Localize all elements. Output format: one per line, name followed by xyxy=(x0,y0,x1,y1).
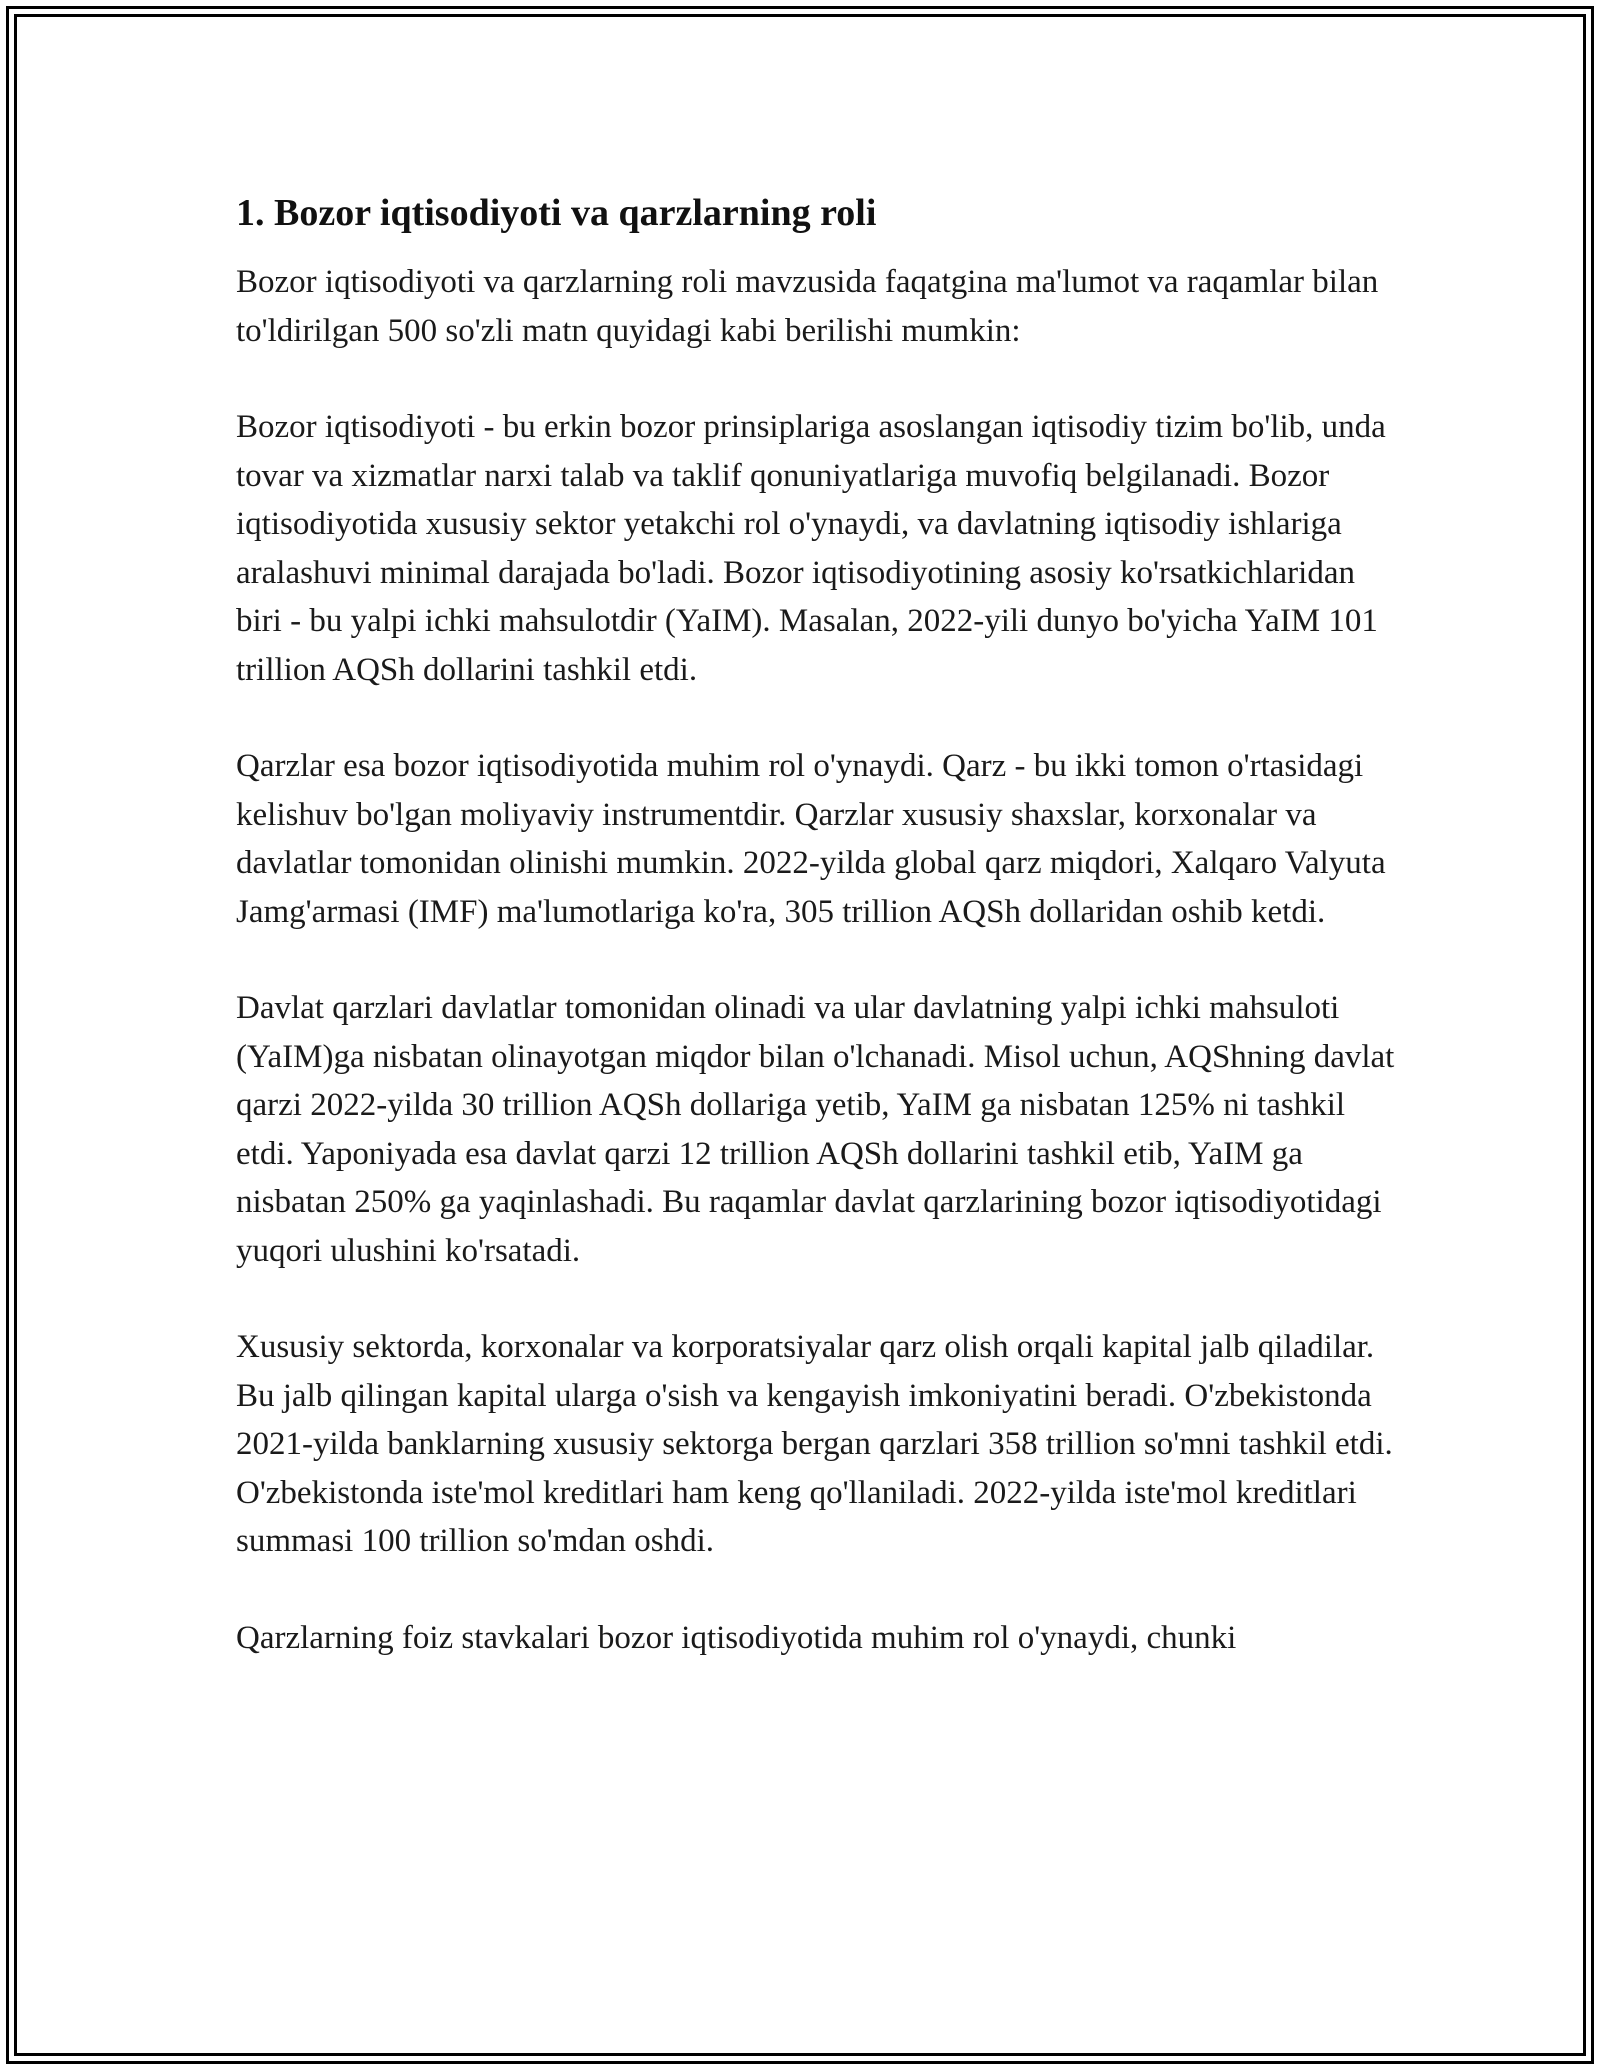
paragraph-debts: Qarzlar esa bozor iqtisodiyotida muhim rol o'ynaydi. Qarz - bu ikki tomon o'rtasidagi kelishuv bo'lgan moliyaviy instrumentdir. Qarzlar xususiy shaxslar, korxonalar va davlatlar tomonidan olinishi mumkin. 2022-yilda global qarz miqdori, Xalqaro Valyuta Jamg'armasi (IMF) ma'lumotlariga ko'ra, 305 trillion AQSh dollaridan oshib ketdi. xyxy=(236,748,1386,930)
section-title: 1. Bozor iqtisodiyoti va qarzlarning roli xyxy=(236,192,877,234)
document-body xyxy=(236,186,1406,1662)
paragraph-intro: Bozor iqtisodiyoti va qarzlarning roli mavzusida faqatgina ma'lumot va raqamlar bilan to'ldirilgan 500 so'zli matn quyidagi kabi berilishi mumkin: xyxy=(236,264,1379,349)
paragraph-government-debt: Davlat qarzlari davlatlar tomonidan olinadi va ular davlatning yalpi ichki mahsuloti (YaIM)ga nisbatan olinayotgan miqdor bilan o'lchanadi. Misol uchun, AQShning davlat qarzi 2022-yilda 30 trillion AQSh dollariga yetib, YaIM ga nisbatan 125% ni tashkil etdi. Yaponiyada esa davlat qarzi 12 trillion AQSh dollarini tashkil etib, YaIM ga nisbatan 250% ga yaqinlashadi. Bu raqamlar davlat qarzlarining bozor iqtisodiyotidagi yuqori ulushini ko'rsatadi. xyxy=(236,990,1395,1269)
paragraph-market-economy: Bozor iqtisodiyoti - bu erkin bozor prinsiplariga asoslangan iqtisodiy tizim bo'lib, unda tovar va xizmatlar narxi talab va taklif qonuniyatlariga muvofiq belgilanadi. Bozor iqtisodiyotida xususiy sektor yetakchi rol o'ynaydi, va davlatning iqtisodiy ishlariga aralashuvi minimal darajada bo'ladi. Bozor iqtisodiyotining asosiy ko'rsatkichlaridan biri - bu yalpi ichki mahsulotdir (YaIM). Masalan, 2022-yili dunyo bo'yicha YaIM 101 trillion AQSh dollarini tashkil etdi. xyxy=(236,409,1386,688)
paragraph-private-sector: Xususiy sektorda, korxonalar va korporatsiyalar qarz olish orqali kapital jalb qiladilar. Bu jalb qilingan kapital ularga o'sish va kengayish imkoniyatini beradi. O'zbekistonda 2021-yilda banklarning xususiy sektorga bergan qarzlari 358 trillion so'mni tashkil etdi. O'zbekistonda iste'mol kreditlari ham keng qo'llaniladi. 2022-yilda iste'mol kreditlari summasi 100 trillion so'mdan oshdi. xyxy=(236,1329,1393,1559)
paragraph-interest-rates: Qarzlarning foiz stavkalari bozor iqtisodiyotida muhim rol o'ynaydi, chunki xyxy=(236,1619,1237,1656)
